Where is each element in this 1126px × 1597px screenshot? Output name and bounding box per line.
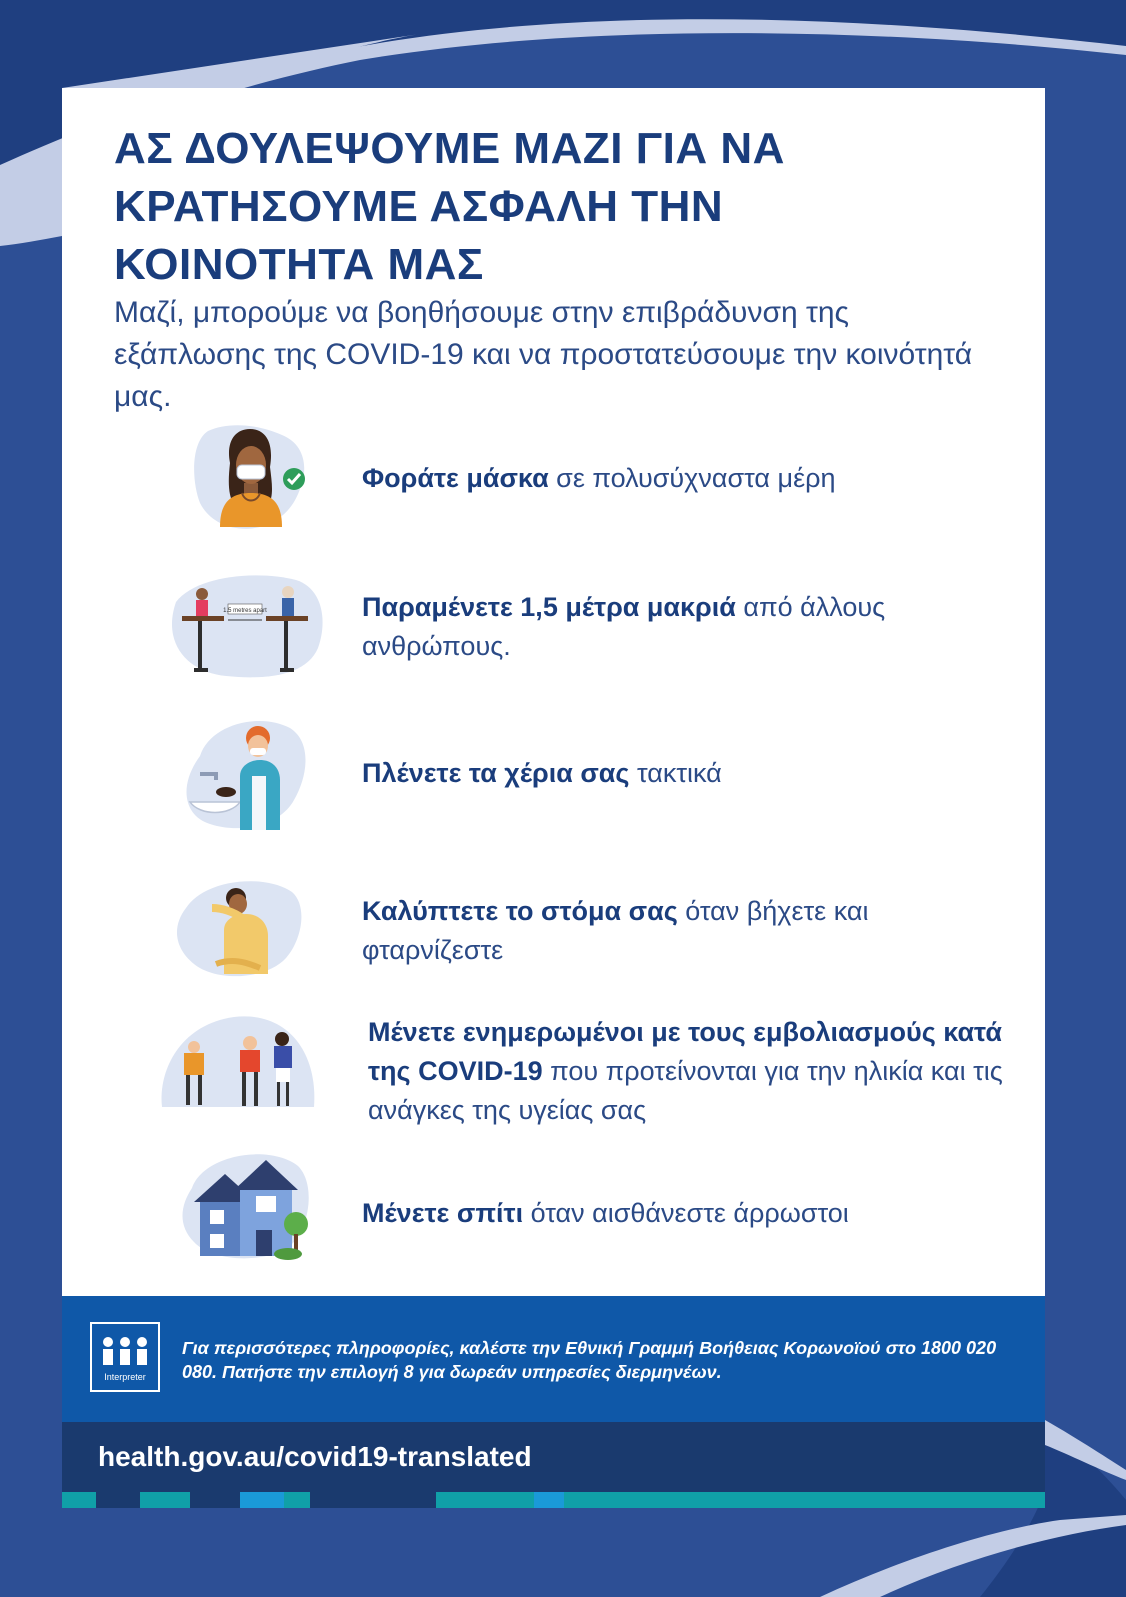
page-title: ΑΣ ΔΟΥΛΕΨΟΥΜΕ ΜΑΖΙ ΓΙΑ ΝΑ ΚΡΑΤΗΣΟΥΜΕ ΑΣΦΑΛΗ ΤΗΝ ΚΟΙΝΟΤΗΤΑ ΜΑΣ [114, 124, 785, 289]
list-item-handwashing [62, 716, 1045, 836]
cough-cover-icon [176, 878, 302, 978]
distancing-sign-text: 1.5 metres apart [223, 608, 267, 614]
interpreter-label: Interpreter [104, 1372, 146, 1382]
content-card [62, 88, 1045, 1296]
physical-distancing-icon [166, 572, 326, 682]
item-text-stay-home: Μένετε σπίτι όταν αισθάνεστε άρρωστοι [362, 1198, 849, 1228]
interpreter-icon [90, 1322, 160, 1392]
decorative-stripe [62, 1492, 1045, 1508]
house-icon [180, 1148, 312, 1260]
vaccination-icon [158, 1013, 318, 1113]
hand-washing-icon [180, 716, 310, 834]
list-item-cough [62, 878, 1045, 978]
item-text-distancing: Παραμένετε 1,5 μέτρα μακριά από άλλους ανθρώπους. [362, 592, 886, 661]
url-bar [62, 1422, 1045, 1492]
page-subtitle: Μαζί, μπορούμε να βοηθήσουμε στην επιβράδυνση της εξάπλωσης της COVID-19 και να προστατεύσουμε την κοινότητά μας. [114, 296, 973, 413]
item-text-vaccination: Μένετε ενημερωμένοι με τους εμβολιασμούς κατά της COVID-19 που προτείνονται για την ηλικία και τις ανάγκες της υγείας σας [368, 1017, 1003, 1125]
list-item-mask [62, 423, 1045, 533]
helpline-info-bar [62, 1296, 1045, 1422]
website-link[interactable]: health.gov.au/covid19-translated [98, 1441, 532, 1472]
list-item-stay-home [62, 1148, 1045, 1263]
woman-wearing-mask-icon [190, 423, 310, 533]
item-text-cough: Καλύπτετε το στόμα σας όταν βήχετε και φταρνίζεστε [362, 896, 869, 965]
helpline-info-text: Για περισσότερες πληροφορίες, καλέστε την Εθνική Γραμμή Βοήθειας Κορωνοϊού στο 1800 020 080. Πατήστε την επιλογή 8 για δωρεάν υπηρεσίες διερμηνέων. [182, 1338, 997, 1382]
list-item-distancing [62, 572, 1045, 682]
item-text-handwashing: Πλένετε τα χέρια σας τακτικά [362, 758, 722, 788]
list-item-vaccination [62, 1013, 1045, 1123]
item-text-mask: Φοράτε μάσκα σε πολυσύχναστα μέρη [362, 463, 836, 493]
